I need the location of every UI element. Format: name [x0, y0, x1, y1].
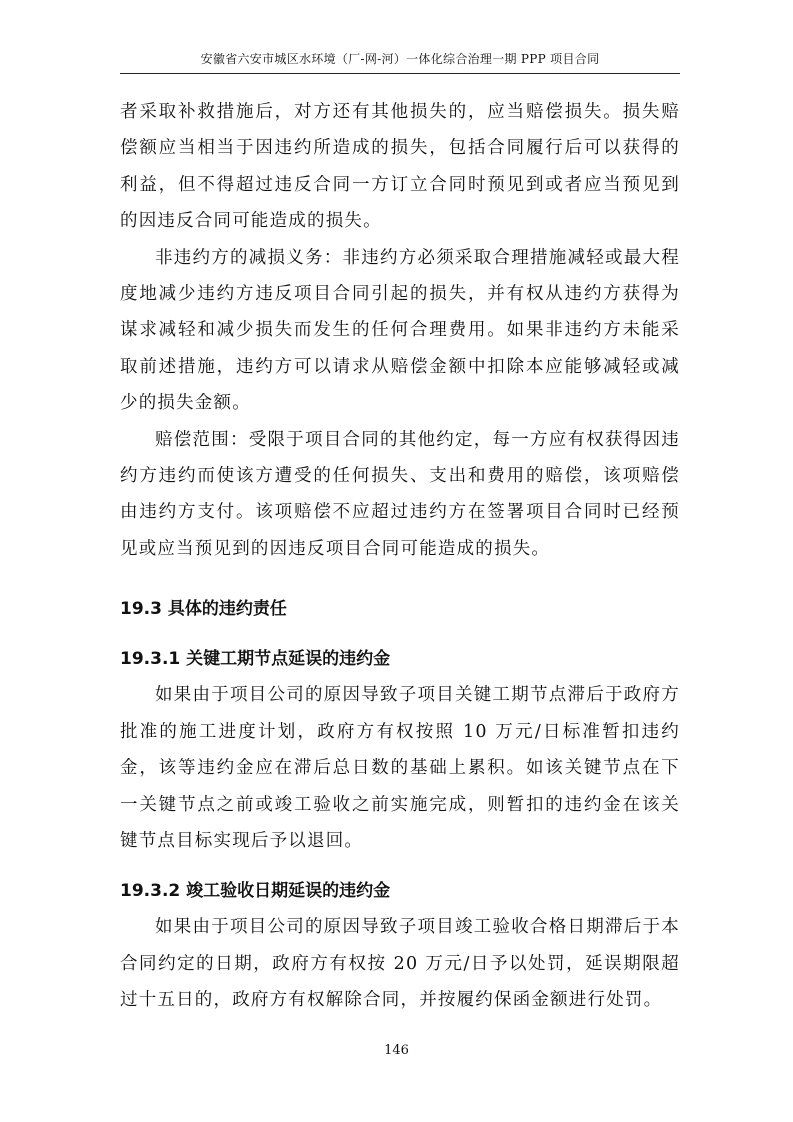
paragraph-completion-delay: 如果由于项目公司的原因导致子项目竣工验收合格日期滞后于本合同约定的日期，政府方有权按 20 万元/日予以处罚，延误期限超过十五日的，政府方有权解除合同，并按履约保函金额进行处罚。: [120, 917, 680, 1011]
section-heading-19-3-1: 19.3.1 关键工期节点延误的违约金: [120, 649, 391, 670]
page-number: 146: [384, 1043, 409, 1058]
paragraph-compensation-scope: 赔偿范围：受限于项目合同的其他约定，每一方应有权获得因违约方违约而使该方遭受的任何损失、支出和费用的赔偿，该项赔偿由违约方支付。该项赔偿不应超过违约方在签署项目合同时已经预见或应当预见到的因违反项目合同可能造成的损失。: [120, 429, 680, 559]
section-heading-19-3-2: 19.3.2 竣工验收日期延误的违约金: [120, 881, 391, 902]
paragraph-mitigation-duty: 非违约方的减损义务：非违约方必须采取合理措施减轻或最大程度地减少违约方违反项目合同引起的损失，并有权从违约方获得为谋求减轻和减少损失而发生的任何合理费用。如果非违约方未能采取前述措施，违约方可以请求从赔偿金额中扣除本应能够减轻或减少的损失金额。: [120, 247, 680, 414]
page-content: [120, 94, 680, 1019]
section-heading-19-3: 19.3 具体的违约责任: [120, 599, 287, 620]
paragraph-key-milestone-delay: 如果由于项目公司的原因导致子项目关键工期节点滞后于政府方批准的施工进度计划，政府方有权按照 10 万元/日标准暂扣违约金，该等违约金应在滞后总日数的基础上累积。如该关键节点在下一关键节点之前或竣工验收之前实施完成，则暂扣的违约金在该关键节点目标实现后予以退回。: [120, 685, 680, 851]
running-header: 安徽省六安市城区水环境（厂-网-河）一体化综合治理一期 PPP 项目合同: [200, 52, 600, 66]
paragraph-compensation-continued: 者采取补救措施后，对方还有其他损失的，应当赔偿损失。损失赔偿额应当相当于因违约所造成的损失，包括合同履行后可以获得的利益，但不得超过违反合同一方订立合同时预见到或者应当预见到的因违反合同可能造成的损失。: [120, 102, 680, 232]
header-rule: [120, 73, 680, 74]
